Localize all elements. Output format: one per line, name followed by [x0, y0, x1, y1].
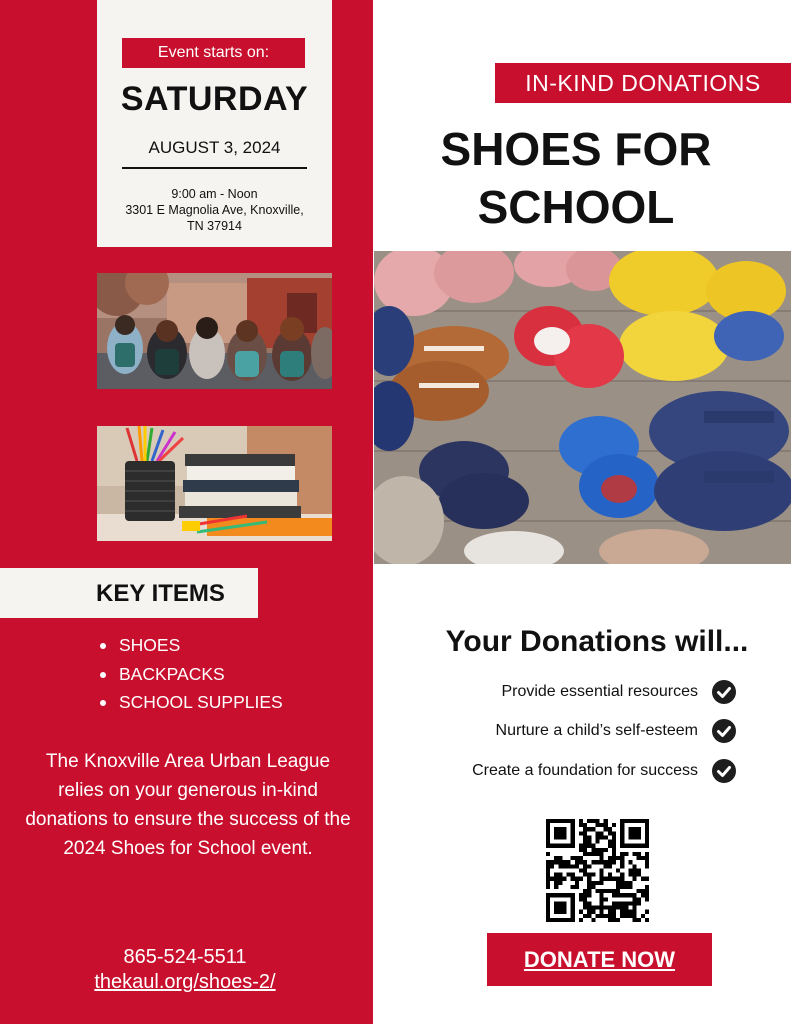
donation-benefit-text: Nurture a child’s self-esteem	[495, 722, 698, 739]
event-address-line2: TN 37914	[187, 219, 242, 233]
check-circle-icon	[712, 680, 736, 704]
list-item: SHOES	[100, 631, 283, 660]
event-date: AUGUST 3, 2024	[122, 138, 307, 169]
donation-benefit	[400, 759, 736, 785]
donations-title: Your Donations will...	[445, 625, 749, 658]
donation-benefit	[400, 719, 736, 745]
event-tag: Event starts on:	[122, 38, 305, 68]
event-time-address	[97, 186, 332, 234]
event-time: 9:00 am - Noon	[171, 187, 258, 201]
check-circle-icon	[712, 759, 736, 783]
list-item: BACKPACKS	[100, 660, 283, 689]
event-day: SATURDAY	[120, 80, 309, 118]
qr-code-icon[interactable]	[546, 819, 649, 922]
event-address-line1: 3301 E Magnolia Ave, Knoxville,	[125, 203, 304, 217]
shoes-photo	[374, 251, 791, 564]
donate-now-button[interactable]: DONATE NOW	[487, 933, 712, 986]
title-line-1: SHOES FOR	[440, 123, 712, 175]
donation-benefit-text: Create a foundation for success	[472, 762, 698, 779]
blurb-text: The Knoxville Area Urban League relies on your generous in-kind donations to ensure the success of the 2024 Shoes for School event.	[25, 751, 351, 859]
page-title	[400, 120, 752, 236]
key-items-list	[100, 631, 283, 717]
key-items-title: KEY ITEMS	[96, 580, 225, 607]
list-item: SCHOOL SUPPLIES	[100, 688, 283, 717]
title-line-2: SCHOOL	[477, 181, 675, 233]
donation-benefit	[400, 680, 736, 706]
contact-info	[60, 945, 310, 995]
school-supplies-photo	[97, 426, 332, 541]
check-circle-icon	[712, 719, 736, 743]
key-items-box	[0, 568, 258, 618]
website-link[interactable]: thekaul.org/shoes-2/	[94, 971, 276, 993]
event-card	[97, 0, 332, 247]
phone-number: 865-524-5511	[123, 946, 247, 968]
students-photo	[97, 273, 332, 389]
donation-benefit-text: Provide essential resources	[501, 683, 698, 700]
in-kind-tag: IN-KIND DONATIONS	[495, 63, 791, 103]
